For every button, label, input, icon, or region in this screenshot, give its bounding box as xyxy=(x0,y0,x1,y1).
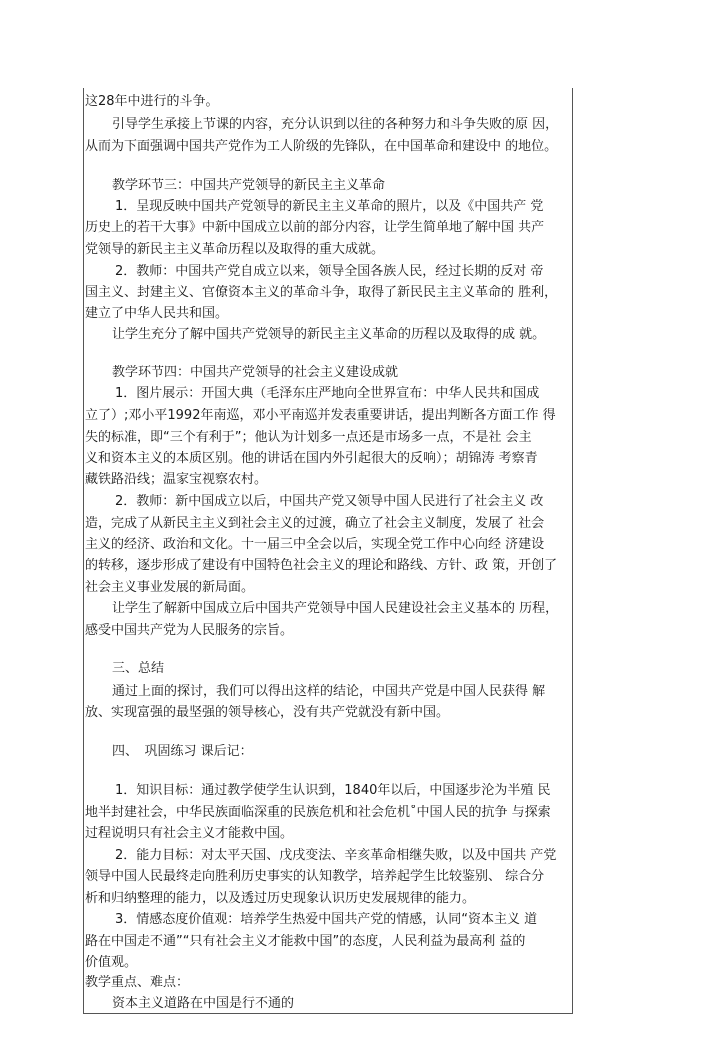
text-line: 这28年中进行的斗争。 xyxy=(85,94,219,109)
text-line: 引导学生承接上节课的内容，充分认识到以往的各种努力和斗争失败的原 因， xyxy=(112,117,559,132)
section-heading: 四、 巩固练习 课后记： xyxy=(112,744,253,759)
text-line: 析和归纳整理的能力，以及透过历史现象认识历史发展规律的能力。 xyxy=(85,891,476,906)
text-line: 让学生了解新中国成立后中国共产党领导中国人民建设社会主义基本的 历程， xyxy=(112,601,559,616)
text-line: 2．能力目标：对太平天国、戊戌变法、辛亥革命相继失败，以及中国共 产党 xyxy=(115,848,557,863)
text-line: 造，完成了从新民主主义到社会主义的过渡，确立了社会主义制度，发展了 社会 xyxy=(85,516,545,531)
section-heading: 教学重点、难点： xyxy=(85,975,190,990)
text-line: 2．教师：中国共产党自成立以来，领导全国各族人民，经过长期的反对 帝 xyxy=(115,264,544,279)
text-line: 1．图片展示：开国大典（毛泽东庄严地向全世界宣布：中华人民共和国成 xyxy=(115,386,540,401)
text-line: 价值观。 xyxy=(85,955,138,970)
text-line: 路在中国走不通”“只有社会主义才能救中国”的态度，人民利益为最高利 益的 xyxy=(85,934,526,949)
text-line: 1．知识目标：通过教学使学生认识到，1840年以后，中国逐步沦为半殖 民 xyxy=(115,783,551,798)
text-line: 义和资本主义的本质区别。他的讲话在国内外引起很大的反响）；胡锦涛 考察青 xyxy=(85,451,538,466)
text-line: 地半封建社会，中华民族面临深重的民族危机和社会危机˚中国人民的抗争 与探索 xyxy=(85,805,551,820)
text-line: 建立了中华人民共和国。 xyxy=(85,306,229,321)
text-line: 社会主义事业发展的新局面。 xyxy=(85,580,255,595)
text-line: 国主义、封建主义、官僚资本主义的革命斗争，取得了新民民主主义革命的 胜利， xyxy=(85,285,558,300)
text-line: 的转移，逐步形成了建设有中国特色社会主义的理论和路线、方针、政 策，开创了 xyxy=(85,558,558,573)
text-line: 过程说明只有社会主义才能救中国。 xyxy=(85,826,294,841)
text-line: 放、实现富强的最坚强的领导核心，没有共产党就没有新中国。 xyxy=(85,705,450,720)
text-line: 立了）;邓小平1992年南巡，邓小平南巡并发表重要讲话，提出判断各方面工作 得 xyxy=(85,408,556,423)
text-line: 失的标准，即“三个有利于”；他认为计划多一点还是市场多一点，不是社 会主 xyxy=(85,430,532,445)
text-line: 领导中国人民最终走向胜利历史事实的认知教学，培养起学生比较鉴别、 综合分 xyxy=(85,869,545,884)
text-line: 让学生充分了解中国共产党领导的新民主主义革命的历程以及取得的成 就。 xyxy=(112,327,546,342)
text-line: 藏铁路沿线；温家宝视察农村。 xyxy=(85,472,268,487)
section-heading: 三、总结 xyxy=(112,661,165,676)
text-line: 资本主义道路在中国是行不通的 xyxy=(112,996,295,1011)
text-line: 2．教师：新中国成立以后，中国共产党又领导中国人民进行了社会主义 改 xyxy=(115,494,544,509)
text-line: 感受中国共产党为人民服务的宗旨。 xyxy=(85,623,294,638)
text-line: 历史上的若干大事》中新中国成立以前的部分内容，让学生简单地了解中国 共产 xyxy=(85,220,545,235)
text-line: 1．呈现反映中国共产党领导的新民主主义革命的照片，以及《中国共产 党 xyxy=(115,199,544,214)
text-line: 通过上面的探讨，我们可以得出这样的结论，中国共产党是中国人民获得 解 xyxy=(112,684,546,699)
section-heading: 教学环节四：中国共产党领导的社会主义建设成就 xyxy=(112,365,399,380)
text-line: 从而为下面强调中国共产党作为工人阶级的先锋队，在中国革命和建设中 的地位。 xyxy=(85,139,558,154)
text-line: 3．情感态度价值观：培养学生热爱中国共产党的情感，认同“资本主义 道 xyxy=(115,912,538,927)
text-line: 主义的经济、政治和文化。十一届三中全会以后，实现全党工作中心向经 济建设 xyxy=(85,537,545,552)
section-heading: 教学环节三：中国共产党领导的新民主主义革命 xyxy=(112,178,386,193)
text-line: 党领导的新民主主义革命历程以及取得的重大成就。 xyxy=(85,242,385,257)
